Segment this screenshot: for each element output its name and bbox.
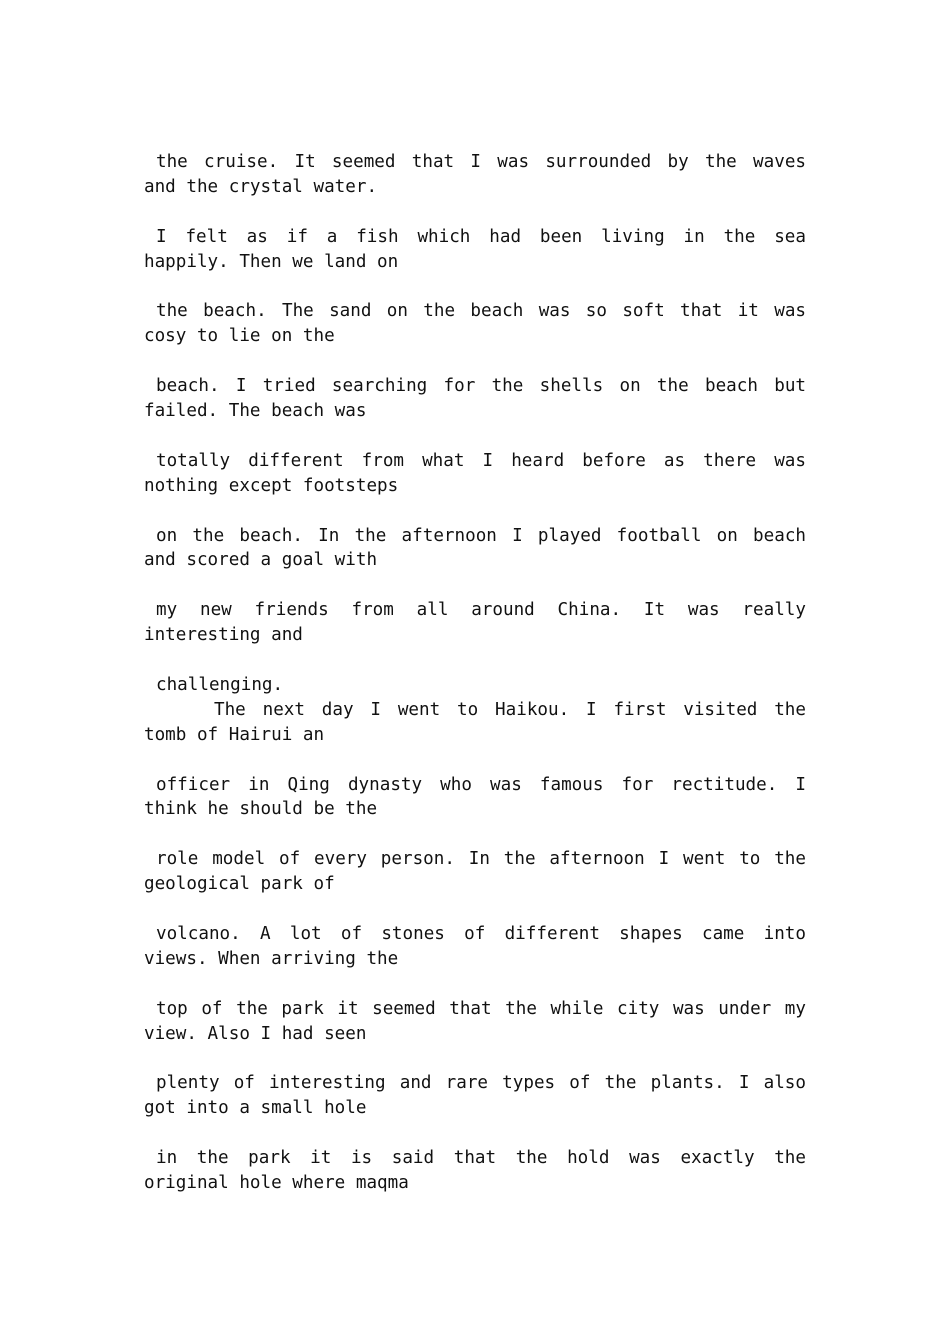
text-line: volcano. A lot of stones of different shapes came into — [156, 923, 806, 944]
text-line: and scored a goal with — [144, 550, 378, 571]
paragraph — [144, 997, 806, 1047]
text-line: failed. The beach was — [144, 401, 367, 422]
text-line: challenging. — [156, 674, 284, 695]
paragraph — [144, 598, 806, 648]
text-line: got into a small hole — [144, 1098, 367, 1119]
paragraph — [144, 150, 806, 200]
body-text — [144, 150, 806, 1196]
text-line: I felt as if a fish which had been living in the sea — [156, 226, 806, 247]
text-line: and the crystal water. — [144, 176, 378, 197]
paragraph — [144, 449, 806, 499]
paragraph — [144, 1071, 806, 1121]
paragraph — [144, 673, 806, 748]
text-line: geological park of — [144, 874, 335, 895]
text-line: think he should be the — [144, 799, 378, 820]
paragraph — [144, 374, 806, 424]
paragraph-start-line: The next day I went to Haikou. I first visited the — [214, 699, 806, 720]
paragraph — [144, 922, 806, 972]
text-line: happily. Then we land on — [144, 251, 399, 272]
text-line: on the beach. In the afternoon I played football on beach — [156, 525, 806, 546]
paragraph — [144, 524, 806, 574]
text-line: original hole where maqma — [144, 1172, 409, 1193]
text-line: the cruise. It seemed that I was surrounded by the waves — [156, 152, 806, 172]
text-line: officer in Qing dynasty who was famous for rectitude. I — [156, 774, 806, 795]
text-line: cosy to lie on the — [144, 326, 335, 347]
paragraph — [144, 847, 806, 897]
text-line: top of the park it seemed that the while city was under my — [156, 998, 806, 1019]
text-line: interesting and — [144, 625, 303, 646]
paragraph — [144, 299, 806, 349]
text-line: views. When arriving the — [144, 948, 399, 969]
text-line: beach. I tried searching for the shells on the beach but — [156, 376, 806, 397]
paragraph — [144, 225, 806, 275]
paragraph — [144, 1146, 806, 1196]
text-line: in the park it is said that the hold was exactly the — [156, 1148, 806, 1169]
paragraph — [144, 773, 806, 823]
text-line: totally different from what I heard before as there was — [156, 450, 806, 471]
text-line: tomb of Hairui an — [144, 724, 325, 745]
text-line: my new friends from all around China. It was really — [156, 600, 806, 621]
text-line: view. Also I had seen — [144, 1023, 367, 1044]
text-line: the beach. The sand on the beach was so soft that it was — [156, 301, 806, 322]
text-line: nothing except footsteps — [144, 475, 399, 496]
text-line: role model of every person. In the afternoon I went to the — [156, 849, 806, 870]
text-line: plenty of interesting and rare types of the plants. I also — [156, 1073, 806, 1094]
